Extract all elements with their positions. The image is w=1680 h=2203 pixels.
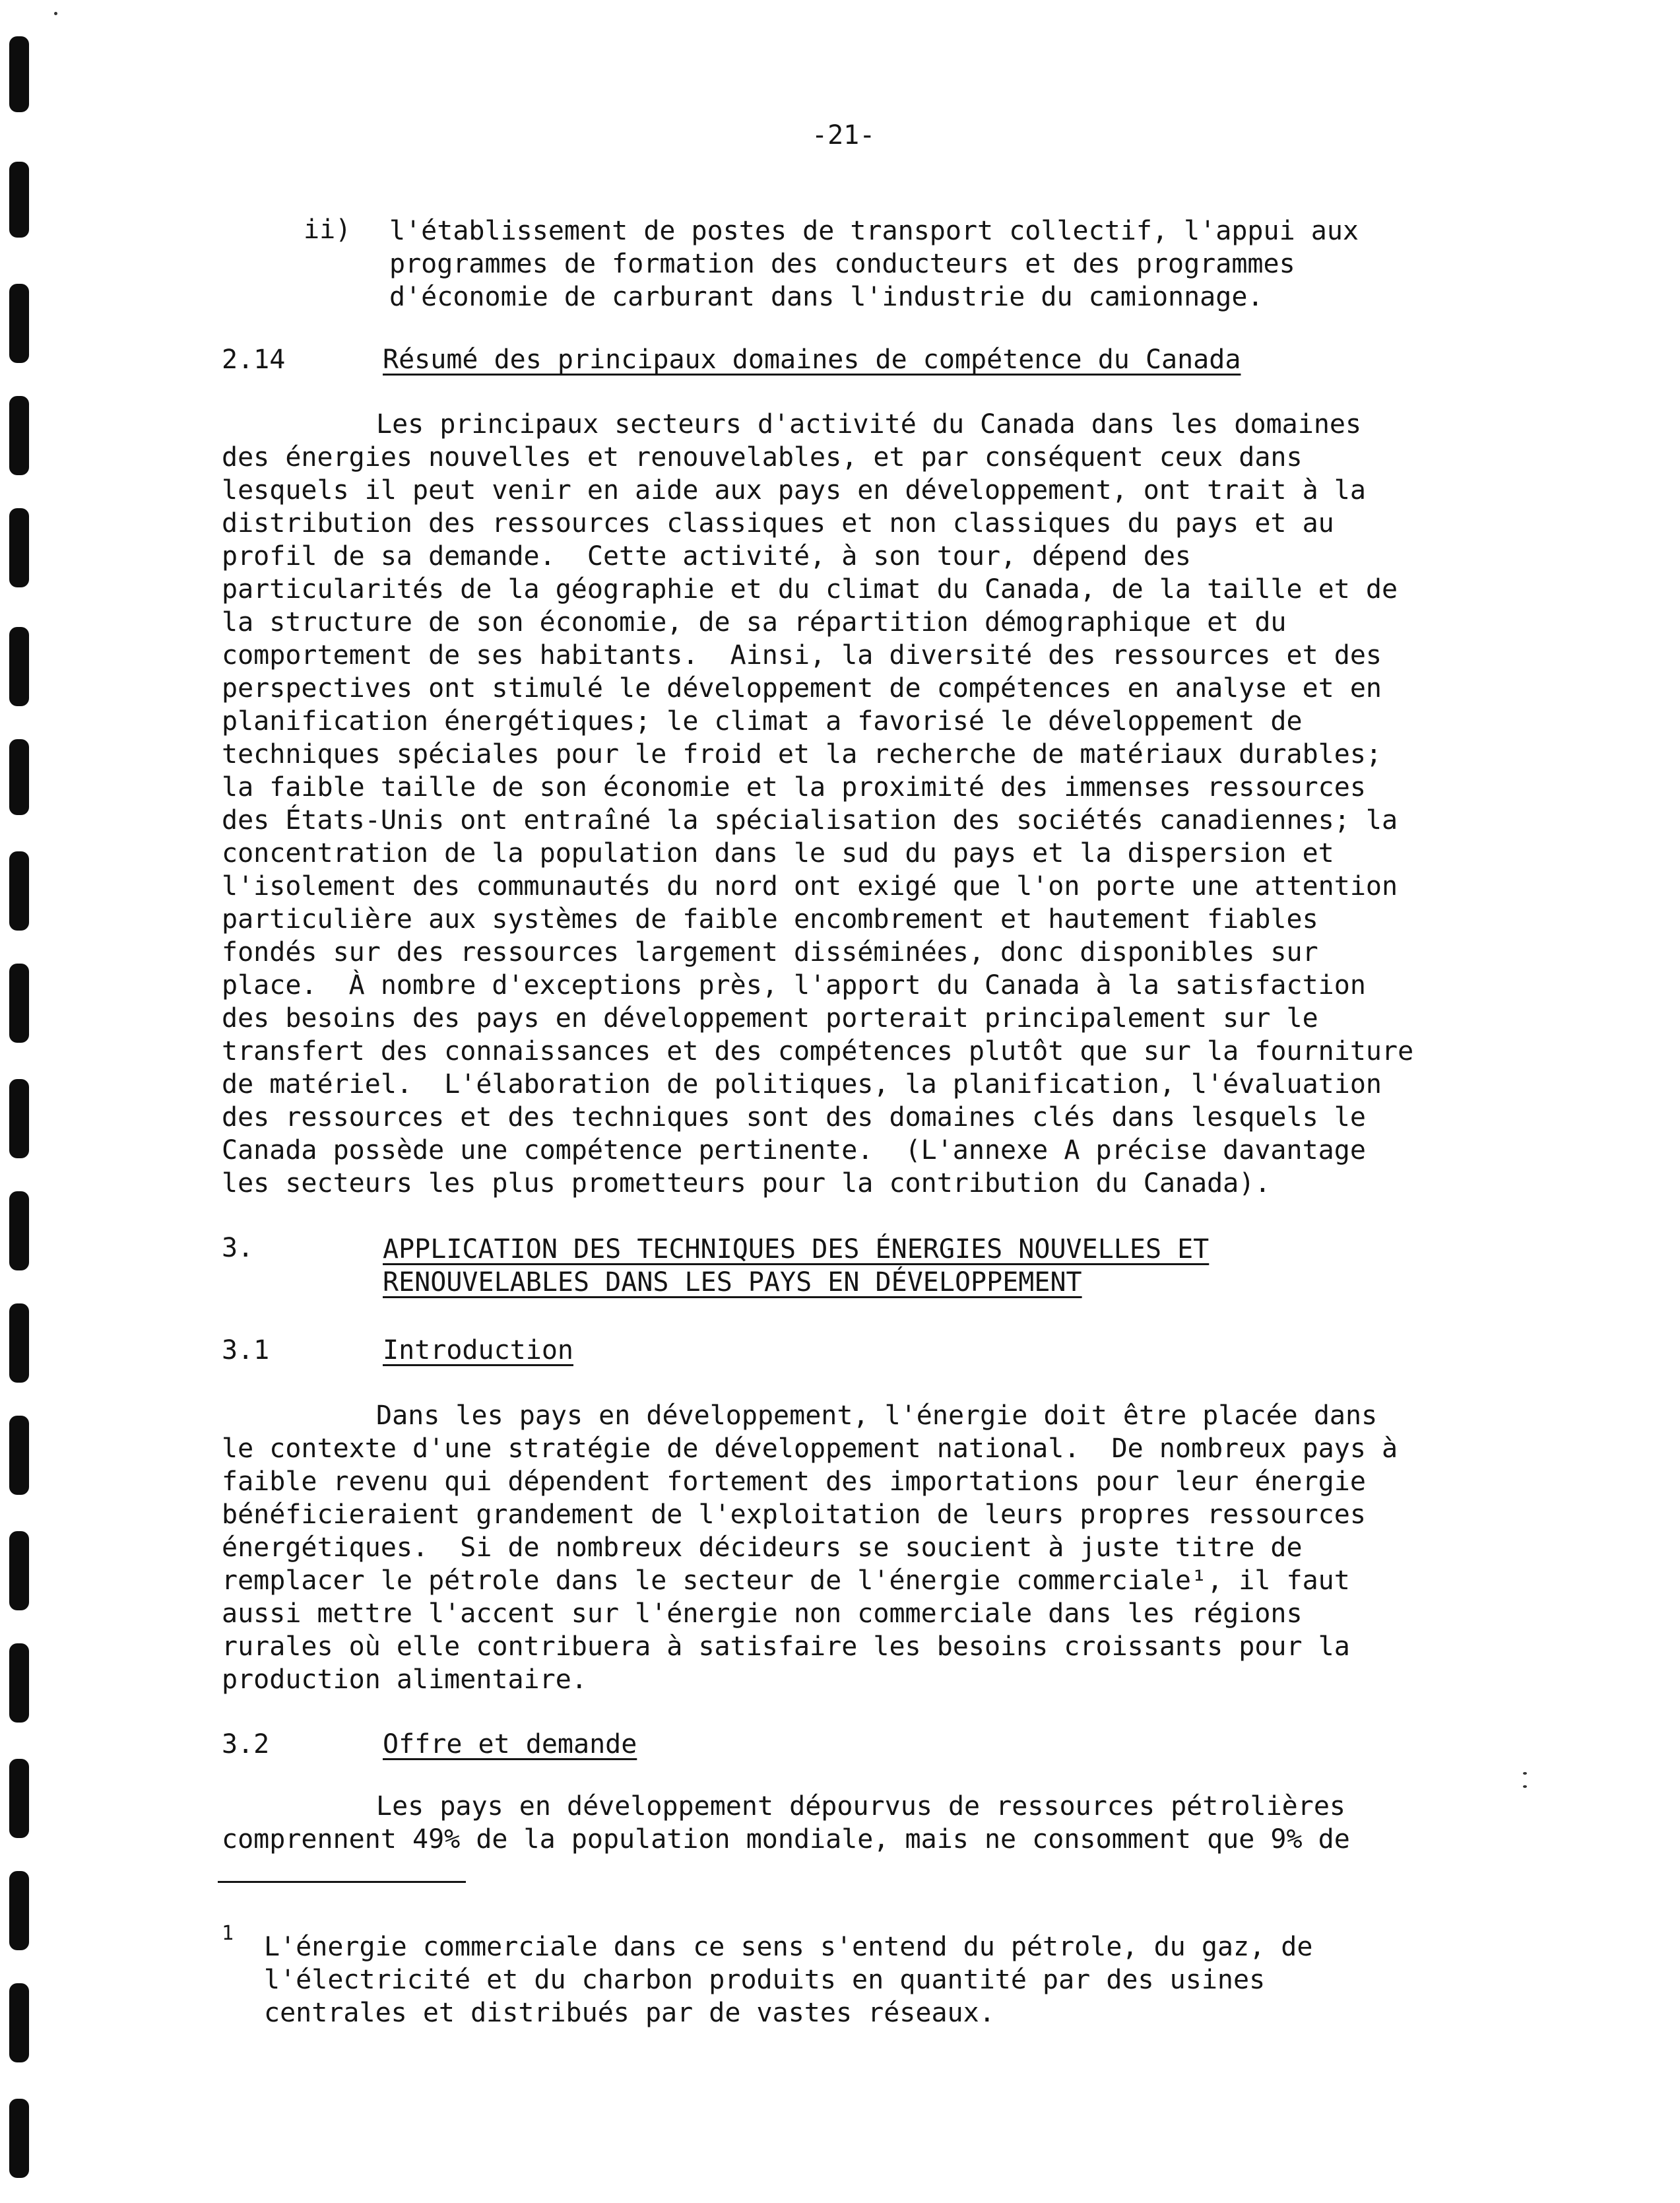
binder-hole (9, 851, 29, 931)
text-line: comportement de ses habitants. Ainsi, la diversité des ressources et des (222, 640, 1382, 671)
text-line: L'énergie commerciale dans ce sens s'entend du pétrole, du gaz, de (264, 1932, 1313, 1962)
text-line: bénéficieraient grandement de l'exploitation de leurs propres ressources (222, 1499, 1366, 1530)
scan-speck (1523, 1785, 1527, 1788)
binder-hole (9, 1416, 29, 1495)
page-number: -21- (812, 120, 876, 150)
section-number: 3.2 (222, 1729, 270, 1759)
binder-holes (9, 0, 36, 2203)
binder-hole (9, 1643, 29, 1723)
text-line: aussi mettre l'accent sur l'énergie non commerciale dans les régions (222, 1598, 1303, 1629)
list-item-label: ii) (304, 214, 352, 245)
text-line: l'isolement des communautés du nord ont exigé que l'on porte une attention (222, 871, 1398, 902)
text-line: planification énergétiques; le climat a favorisé le développement de (222, 706, 1303, 737)
binder-hole (9, 284, 29, 363)
text-line: Dans les pays en développement, l'énergie doit être placée dans (376, 1400, 1378, 1431)
text-line: profil de sa demande. Cette activité, à son tour, dépend des (222, 541, 1192, 572)
text-line: d'économie de carburant dans l'industrie du camionnage. (389, 282, 1264, 312)
paragraph (222, 1790, 1350, 1856)
paragraph (222, 408, 1413, 1200)
scan-speck (1523, 1772, 1527, 1775)
text-line: centrales et distribués par de vastes réseaux. (264, 1998, 995, 2028)
binder-hole (9, 396, 29, 475)
binder-hole (9, 1303, 29, 1383)
text-line: Les pays en développement dépourvus de ressources pétrolières (376, 1791, 1346, 1822)
section-title: Résumé des principaux domaines de compétence du Canada (383, 345, 1241, 375)
text-line: des États-Unis ont entraîné la spécialisation des sociétés canadiennes; la (222, 805, 1398, 836)
text-line: la structure de son économie, de sa répartition démographique et du (222, 607, 1287, 638)
binder-hole (9, 508, 29, 587)
section-title (383, 1233, 1209, 1299)
section-number: 3.1 (222, 1335, 270, 1365)
text-line: production alimentaire. (222, 1664, 587, 1695)
binder-hole (9, 162, 29, 238)
text-line: perspectives ont stimulé le développement de compétences en analyse et en (222, 673, 1382, 704)
text-line: faible revenu qui dépendent fortement des importations pour leur énergie (222, 1466, 1366, 1497)
scan-speck (54, 12, 57, 15)
text-line: distribution des ressources classiques et non classiques du pays et au (222, 508, 1334, 539)
binder-hole (9, 627, 29, 706)
text-line: les secteurs les plus prometteurs pour la contribution du Canada). (222, 1168, 1271, 1199)
section-title: Introduction (383, 1335, 573, 1365)
binder-hole (9, 1871, 29, 1950)
text-line: Les principaux secteurs d'activité du Canada dans les domaines (376, 409, 1362, 440)
text-line: des énergies nouvelles et renouvelables, et par conséquent ceux dans (222, 442, 1303, 473)
text-line: des besoins des pays en développement porterait principalement sur le (222, 1003, 1318, 1034)
binder-hole (9, 964, 29, 1043)
binder-hole (9, 1759, 29, 1838)
paragraph (222, 1399, 1398, 1696)
text-line: remplacer le pétrole dans le secteur de l'énergie commerciale¹, il faut (222, 1565, 1350, 1596)
text-line: des ressources et des techniques sont des domaines clés dans lesquels le (222, 1102, 1366, 1133)
text-line: le contexte d'une stratégie de développement national. De nombreux pays à (222, 1433, 1398, 1464)
text-line: Canada possède une compétence pertinente. (L'annexe A précise davantage (222, 1135, 1366, 1166)
binder-hole (9, 1191, 29, 1270)
text-line: transfert des connaissances et des compétences plutôt que sur la fourniture (222, 1036, 1414, 1067)
section-title-line: APPLICATION DES TECHNIQUES DES ÉNERGIES NOUVELLES ET (383, 1234, 1210, 1265)
binder-hole (9, 1531, 29, 1610)
binder-hole (9, 2099, 29, 2178)
text-line: de matériel. L'élaboration de politiques, la planification, l'évaluation (222, 1069, 1382, 1100)
footnote-text (264, 1930, 1312, 2029)
binder-hole (9, 739, 29, 815)
text-line: énergétiques. Si de nombreux décideurs se soucient à juste titre de (222, 1532, 1303, 1563)
binder-hole (9, 36, 29, 112)
section-title: Offre et demande (383, 1729, 637, 1759)
text-line: particularités de la géographie et du climat du Canada, de la taille et de (222, 574, 1398, 605)
binder-hole (9, 1079, 29, 1158)
text-line: rurales où elle contribuera à satisfaire les besoins croissants pour la (222, 1631, 1350, 1662)
text-line: l'électricité et du charbon produits en quantité par des usines (264, 1965, 1266, 1995)
text-line: comprennent 49% de la population mondiale, mais ne consomment que 9% de (222, 1824, 1350, 1855)
list-item-text (389, 214, 1359, 313)
footnote-marker: 1 (222, 1922, 234, 1945)
text-line: programmes de formation des conducteurs et des programmes (389, 249, 1295, 279)
section-title-line: RENOUVELABLES DANS LES PAYS EN DÉVELOPPEMENT (383, 1267, 1082, 1298)
text-line: place. À nombre d'exceptions près, l'apport du Canada à la satisfaction (222, 970, 1366, 1001)
text-line: la faible taille de son économie et la proximité des immenses ressources (222, 772, 1366, 803)
section-number: 3. (222, 1233, 254, 1263)
text-line: fondés sur des ressources largement disséminées, donc disponibles sur (222, 937, 1318, 968)
text-line: techniques spéciales pour le froid et la recherche de matériaux durables; (222, 739, 1382, 770)
text-line: lesquels il peut venir en aide aux pays en développement, ont trait à la (222, 475, 1366, 506)
section-number: 2.14 (222, 345, 286, 375)
binder-hole (9, 1983, 29, 2062)
text-line: particulière aux systèmes de faible encombrement et hautement fiables (222, 904, 1318, 935)
text-line: l'établissement de postes de transport collectif, l'appui aux (389, 216, 1359, 246)
text-line: concentration de la population dans le sud du pays et la dispersion et (222, 838, 1334, 869)
footnote-separator (218, 1881, 466, 1883)
